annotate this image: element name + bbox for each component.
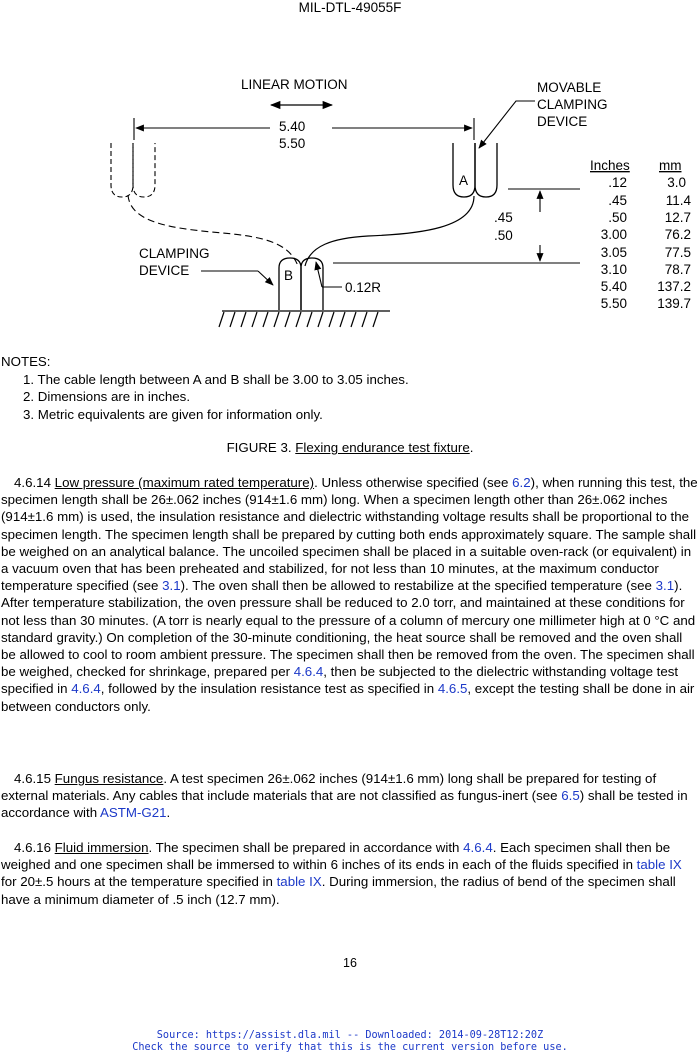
table-cell: 3.10 xyxy=(600,262,627,277)
table-cell: 5.40 xyxy=(600,279,627,294)
movable-label-1: MOVABLE xyxy=(537,80,602,95)
table-cell: 3.00 xyxy=(600,227,627,242)
source-footer xyxy=(0,1030,700,1054)
caption-suffix: . xyxy=(469,440,474,455)
table-cell: 139.7 xyxy=(657,296,691,311)
label-b: B xyxy=(284,268,294,283)
note-item: 2. Dimensions are in inches. xyxy=(23,389,191,404)
linear-motion-label: LINEAR MOTION xyxy=(241,77,348,92)
section-number: 4.6.14 xyxy=(14,475,55,490)
clamping-leader-arrow xyxy=(258,271,273,285)
clamping-label-1: CLAMPING xyxy=(139,246,210,261)
document-id-header: MIL-DTL-49055F xyxy=(298,0,402,15)
xref-link[interactable]: 4.6.4 xyxy=(463,840,493,855)
body-text: . During immersion, the radius of bend of the specimen shall have a minimum diameter of .5 inch (12.7 mm). xyxy=(1,874,676,907)
flexing-fixture-figure xyxy=(0,0,700,345)
table-cell: 3.0 xyxy=(667,175,686,190)
section-number: 4.6.16 xyxy=(14,840,55,855)
cable xyxy=(305,196,474,266)
table-cell: 137.2 xyxy=(657,279,691,294)
notes-block xyxy=(1,353,681,423)
table-cell: .12 xyxy=(608,175,627,190)
xref-link[interactable]: ASTM-G21 xyxy=(100,805,167,821)
body-text: , followed by the insulation resistance test as specified in xyxy=(100,681,438,697)
note-item: 1. The cable length between A and B shall be 3.00 to 3.05 inches. xyxy=(23,371,409,387)
xref-link[interactable]: 3.1 xyxy=(162,578,181,594)
side-dim-value-1: .45 xyxy=(494,210,513,225)
clamp-a xyxy=(453,143,497,197)
xref-link[interactable]: table IX xyxy=(636,857,682,873)
figure-caption xyxy=(0,439,700,456)
body-text: . xyxy=(166,805,171,821)
table-cell: 5.50 xyxy=(600,296,627,311)
movable-leader-arrow xyxy=(479,101,535,148)
dim-top-value-1: 5.40 xyxy=(279,119,306,134)
dim-top-value-2: 5.50 xyxy=(279,136,306,151)
xref-link[interactable]: 3.1 xyxy=(655,578,675,594)
footer-line-2: Check the source to verify that this is the current version before use. xyxy=(132,1042,568,1053)
paragraph-4-6-15 xyxy=(1,770,699,822)
table-cell: 78.7 xyxy=(664,262,691,277)
notes-heading: NOTES: xyxy=(1,354,51,369)
table-cell: 3.05 xyxy=(600,245,627,260)
xref-link[interactable]: table IX xyxy=(276,874,322,890)
body-text: , then be subjected to the dielectric withstanding voltage test specified in xyxy=(1,664,679,697)
body-text: . Each specimen shall then be weighed and one specimen shall be immersed to within 6 inches of its ends in each of the fluids specified in xyxy=(1,840,671,873)
table-cell: 11.4 xyxy=(665,193,691,208)
body-text: ) shall be tested in accordance with xyxy=(1,788,688,821)
caption-title: Flexing endurance test fixture xyxy=(295,440,470,455)
xref-link[interactable]: 4.6.5 xyxy=(437,681,468,697)
radius-label: 0.12R xyxy=(345,280,382,295)
xref-link[interactable]: 6.5 xyxy=(561,788,580,804)
body-text: , except the testing shall be done in air between conductors only. xyxy=(1,681,695,714)
body-text: ). After temperature stabilization, the oven pressure shall be reduced to 2.0 torr, and maintained at these conditions for not less than 30 minutes. (A torr is nearly equal to the pressure of a column of mercury one millimeter high at 0 °C and standard gravity.) On completion of the 30-minute conditioning, the heat source shall be removed and the oven shall be allowed to cool to room ambient pressure. The specimen shall then be removed from the oven. The specimen shall be weighed, checked for shrinkage, prepared per xyxy=(1,578,696,680)
table-cell: 12.7 xyxy=(664,210,691,225)
dashed-clamp-left xyxy=(111,143,155,197)
section-title: Fluid immersion xyxy=(54,840,149,855)
section-title: Low pressure (maximum rated temperature) xyxy=(54,475,315,490)
paragraph-4-6-16 xyxy=(1,839,699,908)
label-a: A xyxy=(459,173,469,188)
table-cell: 76.2 xyxy=(664,227,691,242)
ground-hatching xyxy=(219,312,378,327)
table-header-inches: Inches xyxy=(590,158,630,173)
body-text: for 20±.5 hours at the temperature specified in xyxy=(1,874,277,890)
section-title: Fungus resistance xyxy=(54,771,164,786)
xref-link[interactable]: 6.2 xyxy=(512,475,531,490)
table-cell: .50 xyxy=(608,210,627,225)
body-text: . A test specimen 26±.062 inches (914±1.6 mm) long shall be prepared for testing of external materials. Any cables that include materials that are not classified as fungus-inert (see xyxy=(1,771,657,804)
xref-link[interactable]: 4.6.4 xyxy=(71,681,101,697)
paragraph-4-6-14 xyxy=(1,474,699,715)
movable-label-3: DEVICE xyxy=(537,114,588,129)
side-dim-value-2: .50 xyxy=(494,228,513,243)
footer-line-1: Source: https://assist.dla.mil -- Downloaded: 2014-09-28T12:20Z xyxy=(156,1030,544,1041)
xref-link[interactable]: 4.6.4 xyxy=(293,664,324,680)
section-number: 4.6.15 xyxy=(14,771,55,786)
clamping-label-2: DEVICE xyxy=(139,263,190,278)
body-text: . The specimen shall be prepared in accordance with xyxy=(148,840,464,855)
table-cell: .45 xyxy=(608,193,627,208)
conversion-table xyxy=(590,158,691,311)
body-text: ), when running this test, the specimen length shall be 26±.062 inches (914±1.6 mm) long. When a specimen length other than 26±.062 inches (914±1.6 mm) is used, the insulation resistance and dielectric withstanding voltage results shall be proportional to the specimen length. The specimen length shall be prepared by cutting both ends approximately square. The sample shall be weighed on an analytical balance. The uncoiled specimen shall be placed in a suitable oven-rack (or equivalent) in a vacuum oven that has been preheated and stabilized, for not less than 10 minutes, at the maximum conductor temperature specified (see xyxy=(1,475,698,594)
note-item: 3. Metric equivalents are given for information only. xyxy=(23,406,323,422)
caption-prefix: FIGURE 3. xyxy=(226,440,296,455)
radius-leader-arrow xyxy=(316,262,322,287)
body-text: . Unless otherwise specified (see xyxy=(314,475,513,490)
movable-label-2: CLAMPING xyxy=(537,97,608,112)
table-cell: 77.5 xyxy=(664,245,691,260)
page-number: 16 xyxy=(343,956,357,970)
body-text: ). The oven shall then be allowed to restabilize at the specified temperature (see xyxy=(180,578,656,594)
table-header-mm: mm xyxy=(659,158,682,173)
